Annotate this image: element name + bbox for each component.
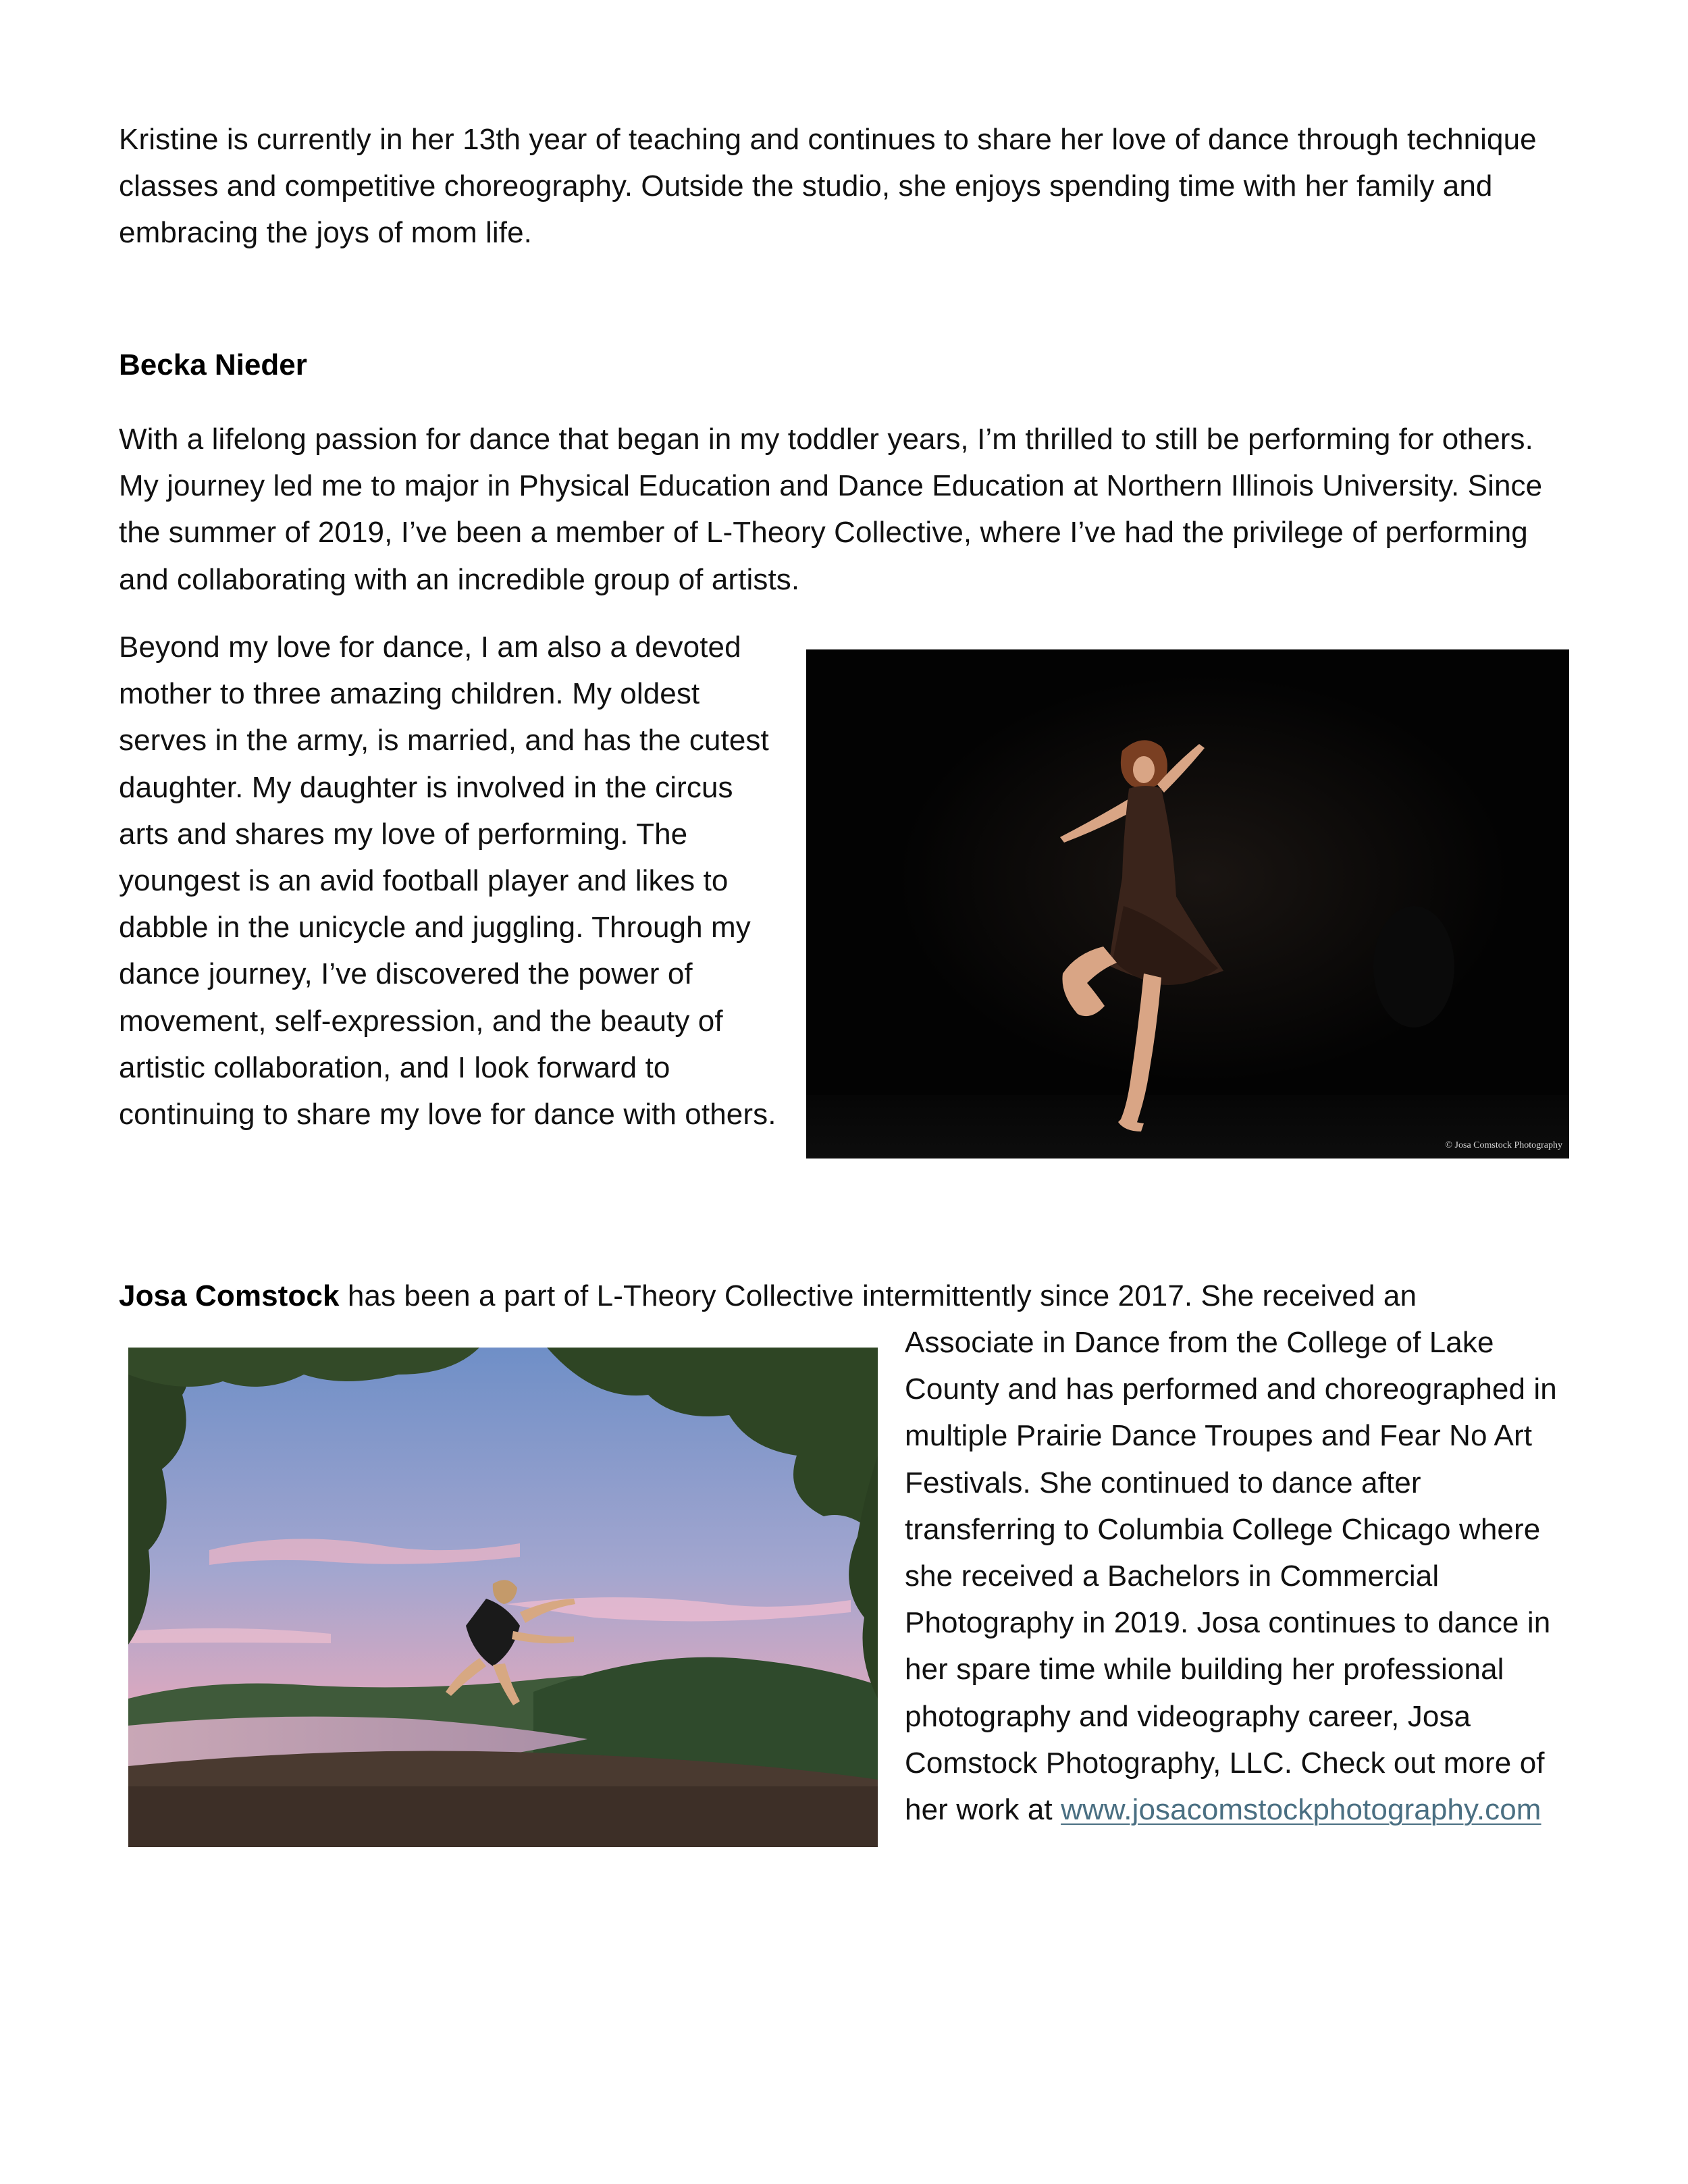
photo-credit: © Josa Comstock Photography [1445, 1140, 1562, 1150]
josa-bio-first: has been a part of L-Theory Collective intermittently since 2017. She received an [339, 1279, 1417, 1312]
becka-intro-paragraph: With a lifelong passion for dance that began in my toddler years, I’m thrilled to still be performing for others. My journey led me to major in Physical Education and Dance Education at Northern Illinois University. Since the summer of 2019, I’ve been a member of L-Theory Collective, where I’ve had the privilege of performing and collaborating with an incredible group of artists. [119, 423, 1543, 596]
josa-name: Josa Comstock [119, 1279, 340, 1312]
stage-dancer-image [806, 649, 1569, 1158]
josa-bio-rest [905, 1319, 1573, 1833]
josa-dance-photo [128, 1348, 878, 1847]
becka-family-paragraph: Beyond my love for dance, I am also a devoted mother to three amazing children. My oldest serves in the army, is married, and has the cutest daughter. My daughter is involved in the circus arts and shares my love of performing. The youngest is an avid football player and likes to dabble in the unicycle and juggling. Through my dance journey, I’ve discovered the power of movement, self-expression, and the beauty of artistic collaboration, and I look forward to continuing to share my love for dance with others. [119, 631, 776, 1131]
becka-name-heading: Becka Nieder [119, 348, 307, 381]
josa-bio-first-line [119, 1273, 1564, 1319]
becka-dance-photo [806, 649, 1569, 1158]
josa-website-link[interactable]: www.josacomstockphotography.com [1061, 1793, 1541, 1827]
kristine-paragraph: Kristine is currently in her 13th year of teaching and continues to share her love of dance through technique classes and competitive choreography. Outside the studio, she enjoys spending time with her family and embracing the joys of mom life. [119, 123, 1537, 250]
landscape-dancer-image [128, 1348, 878, 1847]
josa-bio-body: Associate in Dance from the College of Lake County and has performed and choreographed in multiple Prairie Dance Troupes and Fear No Art Festivals. She continued to dance after transferring to Columbia College Chicago where she received a Bachelors in Commercial Photography in 2019. Josa continues to dance in her spare time while building her professional photography and videography career, Josa Comstock Photography, LLC. Check out more of her work at [905, 1326, 1557, 1827]
